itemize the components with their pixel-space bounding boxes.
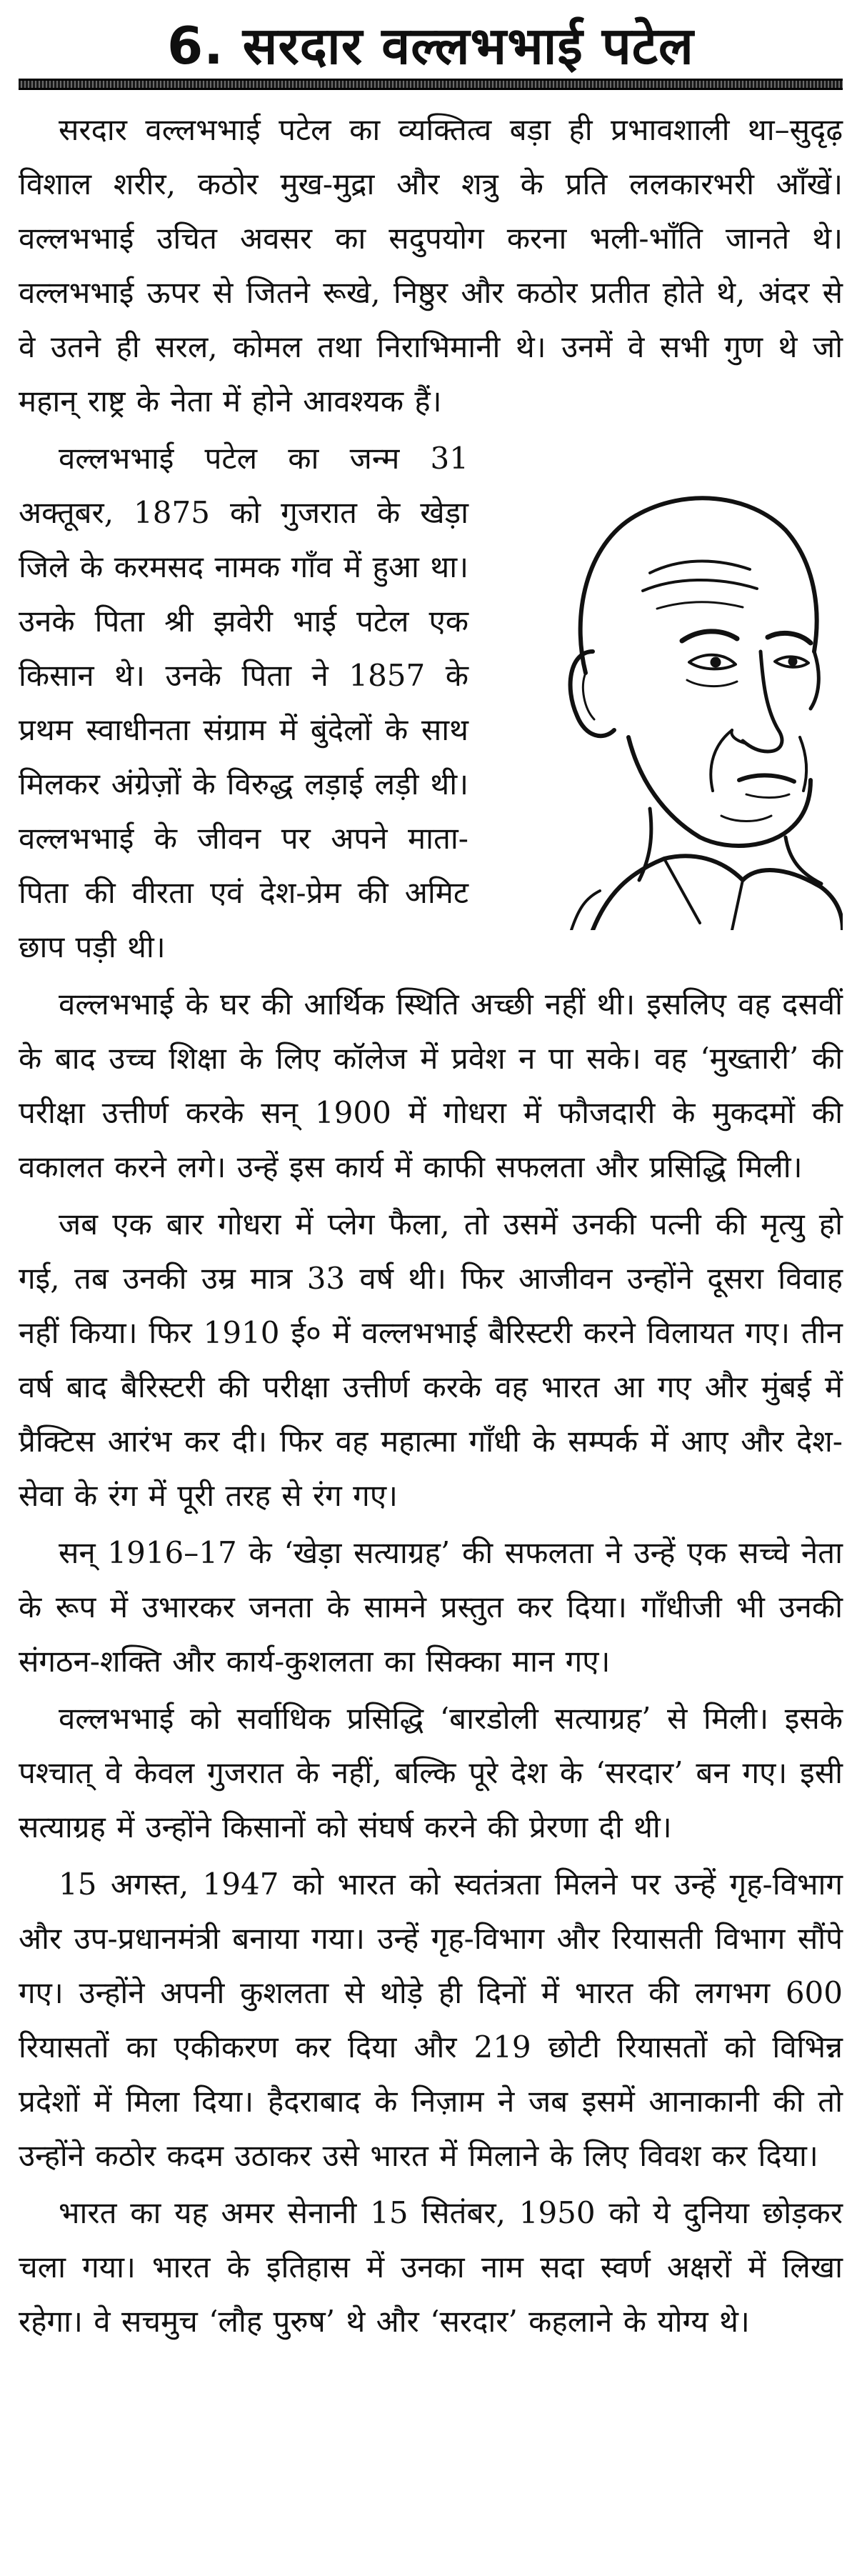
paragraph-1: सरदार वल्लभभाई पटेल का व्यक्तित्व बड़ा ही प्रभावशाली था–सुदृढ़ विशाल शरीर, कठोर मुख-मुद्रा और शत्रु के प्रति ललकारभरी आँखें। वल्लभभाई उचित अवसर का सदुपयोग करना भली-भाँति जानते थे। वल्लभभाई ऊपर से जितने रूखे, निष्ठुर और कठोर प्रतीत होते थे, अंदर से वे उतने ही सरल, कोमल तथा निराभिमानी थे। उनमें वे सभी गुण थे जो महान् राष्ट्र के नेता में होने आवश्यक हैं। — [19, 112, 843, 419]
birth-section — [19, 431, 843, 974]
paragraph-7: 15 अगस्त, 1947 को भारत को स्वतंत्रता मिलने पर उन्हें गृह-विभाग और उप-प्रधानमंत्री बनाया गया। उन्हें गृह-विभाग और रियासती विभाग सौंपे गए। उन्होंने अपनी कुशलता से थोड़े ही दिनों में भारत की लगभग 600 रियासतों का एकीकरण कर दिया और 219 छोटी रियासतों को विभिन्न प्रदेशों में मिला दिया। हैदराबाद के निज़ाम ने जब इसमें आनाकानी की तो उन्होंने कठोर कदम उठाकर उसे भारत में मिलाने के लिए विवश कर दिया। — [19, 1867, 843, 2173]
paragraph-2: वल्लभभाई पटेल का जन्म 31 अक्तूबर, 1875 को गुजरात के खेड़ा जिले के करमसद नामक गाँव में हुआ था। उनके पिता श्री झवेरी भाई पटेल एक किसान थे। उनके पिता ने 1857 के प्रथम स्वाधीनता संग्राम में बुंदेलों के साथ मिलकर अंग्रेज़ों के विरुद्ध लड़ाई लड़ी थी। वल्लभभाई के जीवन पर अपने माता-पिता की वीरता एवं देश-प्रेम की अमिट छाप पड़ी थी। — [19, 441, 468, 964]
paragraph-3: वल्लभभाई के घर की आर्थिक स्थिति अच्छी नहीं थी। इसलिए वह दसवीं के बाद उच्च शिक्षा के लिए कॉलेज में प्रवेश न पा सके। वह ‘मुख्तारी’ की परीक्षा उत्तीर्ण करके सन् 1900 में गोधरा में फौजदारी के मुकदमों की वकालत करने लगे। उन्हें इस कार्य में काफी सफलता और प्रसिद्धि मिली। — [19, 987, 843, 1184]
paragraph-8: भारत का यह अमर सेनानी 15 सितंबर, 1950 को ये दुनिया छोड़कर चला गया। भारत के इतिहास में उनका नाम सदा स्वर्ण अक्षरों में लिखा रहेगा। वे सचमुच ‘लौह पुरुष’ थे और ‘सरदार’ कहलाने के योग्य थे। — [19, 2195, 843, 2339]
essay-title: 6. सरदार वल्लभभाई पटेल — [167, 16, 694, 76]
paragraph-5: सन् 1916–17 के ‘खेड़ा सत्याग्रह’ की सफलता ने उन्हें एक सच्चे नेता के रूप में उभारकर जनता के सामने प्रस्तुत कर दिया। गाँधीजी भी उनकी संगठन-शक्ति और कार्य-कुशलता का सिक्का मान गए। — [19, 1535, 843, 1679]
portrait-sketch-icon — [486, 437, 843, 930]
paragraph-6: वल्लभभाई को सर्वाधिक प्रसिद्धि ‘बारडोली सत्याग्रह’ से मिली। इसके पश्चात् वे केवल गुजरात के नहीं, बल्कि पूरे देश के ‘सरदार’ बन गए। इसी सत्याग्रह में उन्होंने किसानों को संघर्ष करने की प्रेरणा दी थी। — [19, 1701, 843, 1844]
title-divider — [19, 79, 843, 90]
paragraph-4: जब एक बार गोधरा में प्लेग फैला, तो उसमें उनकी पत्नी की मृत्यु हो गई, तब उनकी उम्र मात्र 33 वर्ष थी। फिर आजीवन उन्होंने दूसरा विवाह नहीं किया। फिर 1910 ई० में वल्लभभाई बैरिस्टरी करने विलायत गए। तीन वर्ष बाद बैरिस्टरी की परीक्षा उत्तीर्ण करके वह भारत आ गए और मुंबई में प्रैक्टिस आरंभ कर दी। फिर वह महात्मा गाँधी के सम्पर्क में आए और देश-सेवा के रंग में पूरी तरह से रंग गए। — [19, 1207, 843, 1513]
